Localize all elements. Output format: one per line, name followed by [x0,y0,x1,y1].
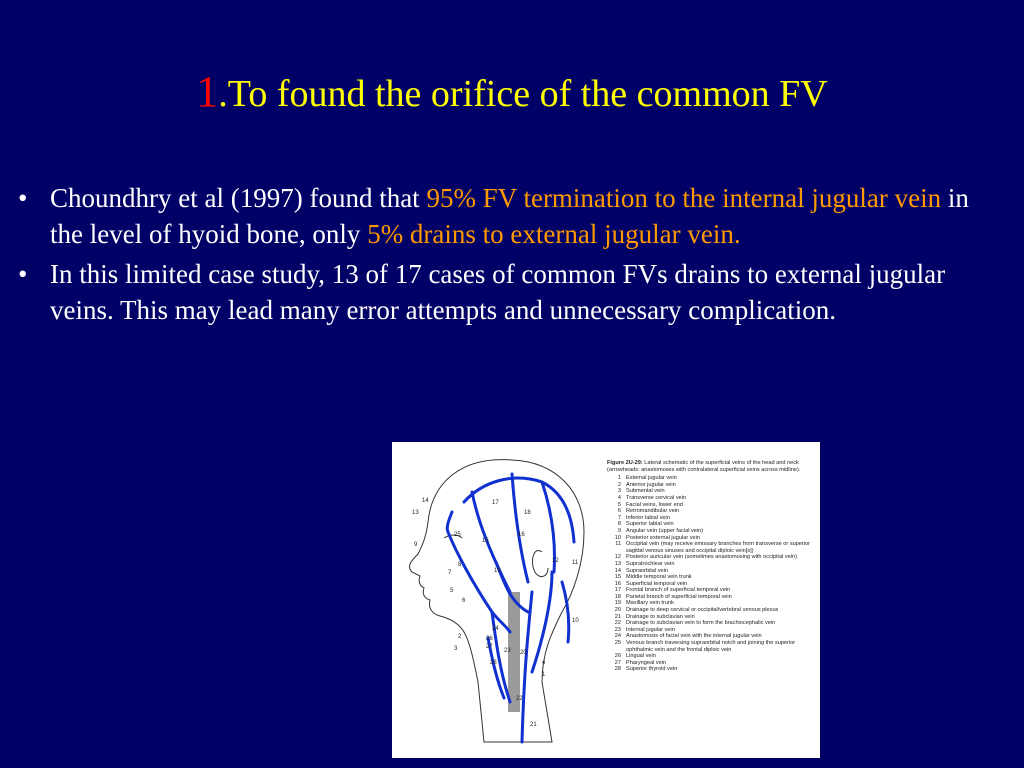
legend-number: 6 [617,508,621,515]
diagram-label: 14 [422,498,429,504]
legend-item [607,488,817,495]
legend-text: Occipital vein (may receive emissary branches from transverse or superior sagittal venous sinuses and occipital diploic vein[s]) [626,541,811,554]
legend-number: 9 [617,527,621,534]
legend-number: 25 [614,640,621,647]
bullet1-highlight-95: 95% FV termination to the internal jugular vein [426,183,942,213]
legend-number: 18 [614,593,621,600]
legend-item [607,614,817,621]
diagram-label: 19 [494,568,501,574]
legend-item [607,587,817,594]
diagram-label: 10 [572,618,579,624]
legend-number: 24 [614,633,621,640]
legend-text: Drainage to subclavian vein [626,613,695,620]
legend-item [607,508,817,515]
diagram-label: 27 [486,644,493,650]
legend-item [607,554,817,561]
legend-item [607,653,817,660]
legend-text: Superficial temporal vein [626,580,688,587]
legend-text: Retromandibular vein [626,508,680,515]
legend-number: 17 [614,587,621,594]
diagram-label: 7 [448,570,452,576]
legend-number: 23 [614,626,621,633]
diagram-label: 12 [552,558,559,564]
legend-item [607,502,817,509]
diagram-label: 28 [490,660,497,666]
bullet-glyph: • [18,183,28,213]
legend-item [607,561,817,568]
slide-title [0,66,1024,119]
legend-number: 11 [615,541,621,548]
legend-text: Middle temporal vein trunk [626,574,692,581]
legend-text: Lingual vein [626,653,656,660]
legend-number: 20 [614,607,621,614]
legend-item [607,528,817,535]
legend-number: 2 [617,481,621,488]
legend-text: Venous branch traversing supraorbital notch and joining the superior ophthalmic vein and the frontal diploic vein [626,640,796,653]
legend-number: 12 [614,554,621,561]
caption-label: Figure 2U-29: [607,460,643,466]
legend-number: 27 [614,659,621,666]
legend-text: Posterior auricular vein (sometimes anastomosing with occipital vein) [626,554,797,561]
legend-number: 1 [617,475,621,482]
legend-item [607,627,817,634]
legend-text: External jugular vein [626,475,677,482]
legend-number: 3 [617,488,621,495]
diagram-label: 5 [450,588,454,594]
legend-text: Superior thyroid vein [626,666,678,673]
bullet1-text-c: in the level of hyoid bone, only [50,183,969,249]
legend-text: Angular vein (upper facial vein) [626,527,704,534]
title-number: 1 [196,67,219,116]
legend-item [607,568,817,575]
diagram-label: 2 [458,634,462,640]
diagram-label: 9 [414,542,418,548]
head-neck-vein-diagram [392,442,607,758]
vein-figure [392,442,820,758]
legend-item [607,482,817,489]
legend-item [607,574,817,581]
legend-number: 19 [614,600,621,607]
legend-number: 13 [614,560,621,567]
diagram-label: 8 [458,562,462,568]
legend-number: 5 [617,501,621,508]
legend-text: Anastomosis of facial vein with the internal jugular vein [626,633,762,640]
legend-text: Anterior jugular vein [626,481,676,488]
legend-item [607,620,817,627]
legend-text: Inferior labial vein [626,514,670,521]
legend-item [607,521,817,528]
diagram-label: 21 [530,722,537,728]
legend-number: 21 [614,613,621,620]
legend-text: Superior labial vein [626,521,674,528]
legend-text: Internal jugular vein [626,626,675,633]
diagram-label: 22 [516,696,523,702]
legend-rows [607,475,817,673]
legend-text: Parietal branch of superficial temporal vein [626,593,732,600]
legend-text: Supraorbital vein [626,567,668,574]
bullet-item-2 [18,256,1003,328]
legend-item [607,607,817,614]
legend-number: 14 [614,567,621,574]
legend-item [607,535,817,542]
legend-text: Submental vein [626,488,665,495]
diagram-label: 15 [482,538,489,544]
title-text: .To found the orifice of the common FV [218,73,828,115]
diagram-label: 3 [454,646,458,652]
bullet1-text-a: Choundhry et al (1997) found that [50,183,427,213]
diagram-label: 11 [572,560,579,566]
legend-item [607,600,817,607]
legend-number: 22 [614,620,621,627]
legend-text: Posterior external jugular vein [626,534,700,541]
figure-legend [607,460,817,673]
legend-item [607,633,817,640]
legend-item [607,495,817,502]
diagram-label: 13 [412,510,419,516]
legend-text: Drainage to subclavian vein to form the brachiocephalic vein [626,620,776,627]
legend-number: 8 [617,521,621,528]
legend-text: Supratrochlear vein [626,560,675,567]
legend-item [607,666,817,673]
diagram-label: 4 [542,660,546,666]
diagram-label: 1 [542,672,546,678]
diagram-label: 17 [492,500,499,506]
diagram-label: 20 [520,650,527,656]
diagram-label: 18 [524,510,531,516]
diagram-label: 16 [518,532,525,538]
legend-number: 4 [617,494,621,501]
figure-caption [607,460,817,473]
legend-text: Transverse cervical vein [626,494,687,501]
legend-number: 28 [614,666,621,673]
legend-item [607,541,817,554]
legend-text: Maxillary vein trunk [626,600,674,607]
bullet2-text: In this limited case study, 13 of 17 cases of common FVs drains to external jugular veins. This may lead many error attempts and unnecessary complication. [50,259,946,325]
diagram-label: 6 [462,598,466,604]
diagram-label: 24 [492,626,499,632]
legend-text: Facial veins, lower end [626,501,683,508]
legend-item [607,475,817,482]
legend-number: 7 [617,514,621,521]
bullet1-highlight-5: 5% drains to external jugular vein. [367,219,741,249]
diagram-label: 26 [486,636,493,642]
bullet-glyph: • [18,259,28,289]
ear-outline [532,551,548,577]
legend-item [607,581,817,588]
legend-item [607,515,817,522]
bullet-list [18,180,1003,332]
legend-number: 26 [614,653,621,660]
legend-number: 16 [614,580,621,587]
bullet-item-1 [18,180,1003,252]
legend-text: Pharyngeal vein [626,659,667,666]
diagram-label: 23 [504,648,511,654]
legend-number: 10 [614,534,621,541]
legend-item [607,594,817,601]
legend-text: Drainage to deep cervical or occipital/vertebral venous plexus [626,607,779,614]
diagram-label: 25 [454,532,461,538]
legend-text: Frontal branch of superficial temporal vein [626,587,731,594]
legend-item [607,660,817,667]
legend-item [607,640,817,653]
caption-text: Lateral schematic of the superficial veins of the head and neck (arrowheads: anastomoses with contralateral superficial veins across midline). [607,460,801,473]
legend-number: 15 [614,574,621,581]
